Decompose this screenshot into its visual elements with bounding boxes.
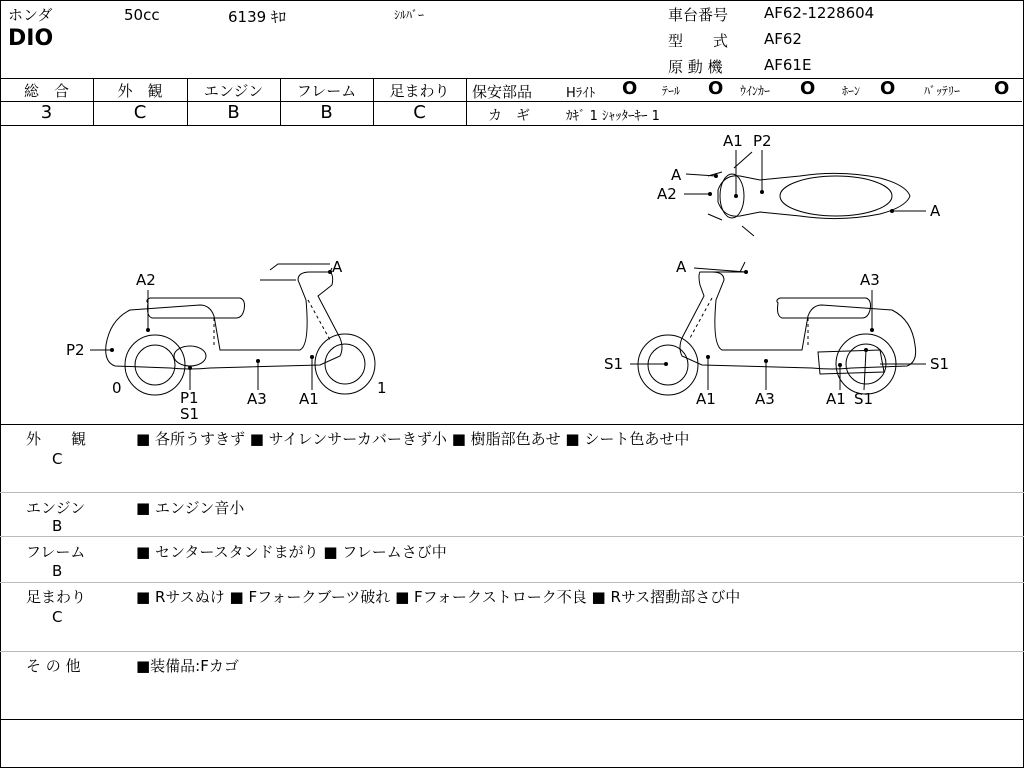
remarks-divider <box>0 536 1024 537</box>
label-right-A1-rear: A1 <box>826 390 846 408</box>
remark-text-other: ■装備品:Fカゴ <box>136 657 239 675</box>
label-left-A2: A2 <box>136 271 156 289</box>
grid-top-line <box>0 78 1024 79</box>
remarks-bottom-line <box>0 719 1024 720</box>
remark-grade-engine: B <box>52 517 63 535</box>
label-left-one: 1 <box>377 379 387 397</box>
safety-item-tail: ﾃｰﾙ <box>662 84 681 98</box>
label-top-A2: A2 <box>657 185 677 203</box>
label-left-A1: A1 <box>299 390 319 408</box>
safety-mark-headlight: O <box>622 78 638 99</box>
grade-value-frame: B <box>320 102 333 123</box>
remark-text-suspension: ■ Rサスぬけ ■ Fフォークブーツ破れ ■ Fフォークストローク不良 ■ Rサス摺動部さび中 <box>136 588 741 606</box>
label-right-A3-bottom: A3 <box>755 390 775 408</box>
label-right-S1-front: S1 <box>604 355 624 373</box>
key-value: ｶｷﾞ 1 ｼｬｯﾀｰｷｰ 1 <box>566 109 660 124</box>
scooter-diagram <box>0 126 1024 424</box>
grade-label-suspension: 足まわり <box>389 82 450 100</box>
label-right-S1-bottom: S1 <box>854 390 874 408</box>
safety-mark-winker: O <box>800 78 816 99</box>
label-right-A: A <box>676 258 687 276</box>
remarks-divider <box>0 651 1024 652</box>
frame-no: AF62-1228604 <box>764 4 875 22</box>
model: DIO <box>8 26 54 51</box>
label-top-A1: A1 <box>723 132 743 150</box>
engine-label: 原 動 機 <box>668 58 723 76</box>
label-left-A3: A3 <box>247 390 267 408</box>
remarks-top-line <box>0 424 1024 425</box>
safety-item-headlight: Hﾗｲﾄ <box>566 86 596 101</box>
grid-mid-line-right <box>466 101 1022 102</box>
remarks-divider <box>0 582 1024 583</box>
label-left-P1: P1 <box>180 389 199 407</box>
remark-grade-exterior: C <box>52 450 63 468</box>
remark-text-exterior: ■ 各所うすきず ■ サイレンサーカバーきず小 ■ 樹脂部色あせ ■ シート色あせ中 <box>136 430 690 448</box>
mileage: 6139 ｷﾛ <box>228 8 286 26</box>
damage-markers <box>110 174 894 370</box>
safety-item-horn: ﾎｰﾝ <box>842 84 861 98</box>
safety-mark-horn: O <box>880 78 896 99</box>
engine-value: AF61E <box>764 56 812 74</box>
label-top-A: A <box>671 166 682 184</box>
label-right-A1-front: A1 <box>696 390 716 408</box>
grade-label-frame: フレーム <box>296 82 357 100</box>
safety-label: 保安部品 <box>472 83 533 101</box>
label-left-P2: P2 <box>66 341 85 359</box>
remark-cat-engine: エンジン <box>26 499 86 517</box>
remark-grade-frame: B <box>52 562 63 580</box>
grade-value-exterior: C <box>133 102 147 123</box>
remark-cat-frame: フレーム <box>26 543 86 561</box>
grade-label-engine: エンジン <box>203 82 264 100</box>
grid-divider <box>466 78 467 126</box>
label-left-zero: 0 <box>112 379 122 397</box>
grade-value-engine: B <box>227 102 240 123</box>
safety-mark-battery: O <box>994 78 1010 99</box>
displacement: 50cc <box>124 6 160 24</box>
grade-value-overall: 3 <box>40 102 53 123</box>
type-value: AF62 <box>764 30 802 48</box>
grade-label-exterior: 外 観 <box>117 82 163 100</box>
label-top-A-rear: A <box>930 202 941 220</box>
label-right-S1-rear: S1 <box>930 355 950 373</box>
grade-label-overall: 総 合 <box>23 82 69 100</box>
safety-mark-tail: O <box>708 78 724 99</box>
label-left-S1: S1 <box>180 405 200 423</box>
remark-cat-exterior: 外 観 <box>26 430 87 448</box>
remark-text-engine: ■ エンジン音小 <box>136 499 245 517</box>
color: ｼﾙﾊﾞｰ <box>394 8 425 22</box>
label-right-A3: A3 <box>860 271 880 289</box>
key-label: カ ギ <box>488 108 530 124</box>
safety-item-battery: ﾊﾞｯﾃﾘｰ <box>924 84 961 98</box>
remark-cat-other: そ の 他 <box>26 657 81 675</box>
remark-cat-suspension: 足まわり <box>26 588 87 606</box>
label-left-A: A <box>332 258 343 276</box>
type-label: 型 式 <box>668 32 729 50</box>
label-top-P2: P2 <box>753 132 772 150</box>
maker: ホンダ <box>8 6 53 24</box>
remark-text-frame: ■ センタースタンドまがり ■ フレームさび中 <box>136 543 447 561</box>
remarks-divider <box>0 492 1024 493</box>
grade-value-suspension: C <box>413 102 426 123</box>
safety-item-winker: ｳｲﾝｶｰ <box>740 84 771 98</box>
frame-no-label: 車台番号 <box>668 6 729 24</box>
remark-grade-suspension: C <box>52 608 63 626</box>
